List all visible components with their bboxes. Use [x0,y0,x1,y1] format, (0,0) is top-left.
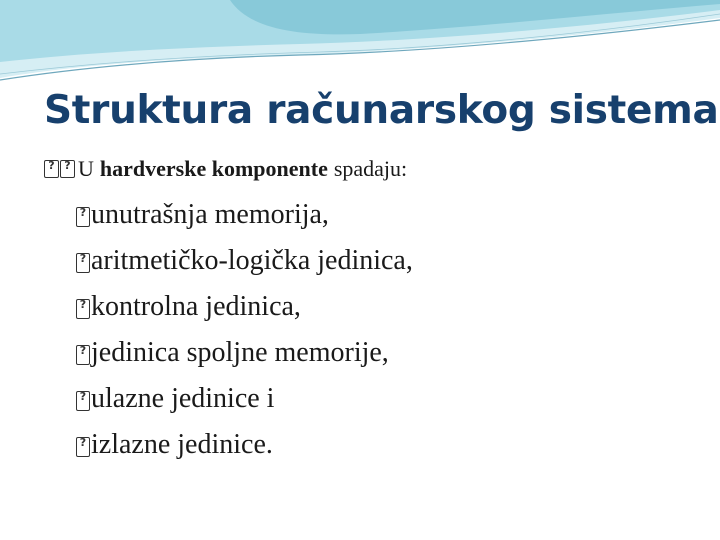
header-wave-decoration [0,0,720,90]
bullet-glyph-icon [76,299,90,319]
bullet-glyph-icon [76,437,90,457]
list-item [76,192,413,238]
bullet-glyph-icon [60,160,75,178]
list-item-text: kontrolna jedinica, [91,291,301,322]
bullet-glyph-icon [76,253,90,273]
bullet-glyph-icon [76,207,90,227]
list-item-text: izlazne jedinice. [91,429,273,460]
list-item [76,422,413,468]
list-item [76,238,413,284]
list-item-text: ulazne jedinice i [91,383,275,414]
list-item-text: aritmetičko-logička jedinica, [91,245,413,276]
bullet-glyph-icon [76,391,90,411]
bullet-glyph-icon [44,160,59,178]
list-item [76,376,413,422]
list-item [76,284,413,330]
slide-title: Struktura računarskog sistema [44,88,719,133]
lead-suffix: spadaju: [333,156,408,181]
bullet-glyph-icon [76,345,90,365]
lead-bold-text: hardverske komponente [99,156,328,181]
list-item-text: unutrašnja memorija, [91,199,329,230]
lead-prefix: U [78,156,94,181]
component-list [76,192,413,468]
list-item-text: jedinica spoljne memorije, [91,337,389,368]
lead-bullet [44,156,407,182]
list-item [76,330,413,376]
